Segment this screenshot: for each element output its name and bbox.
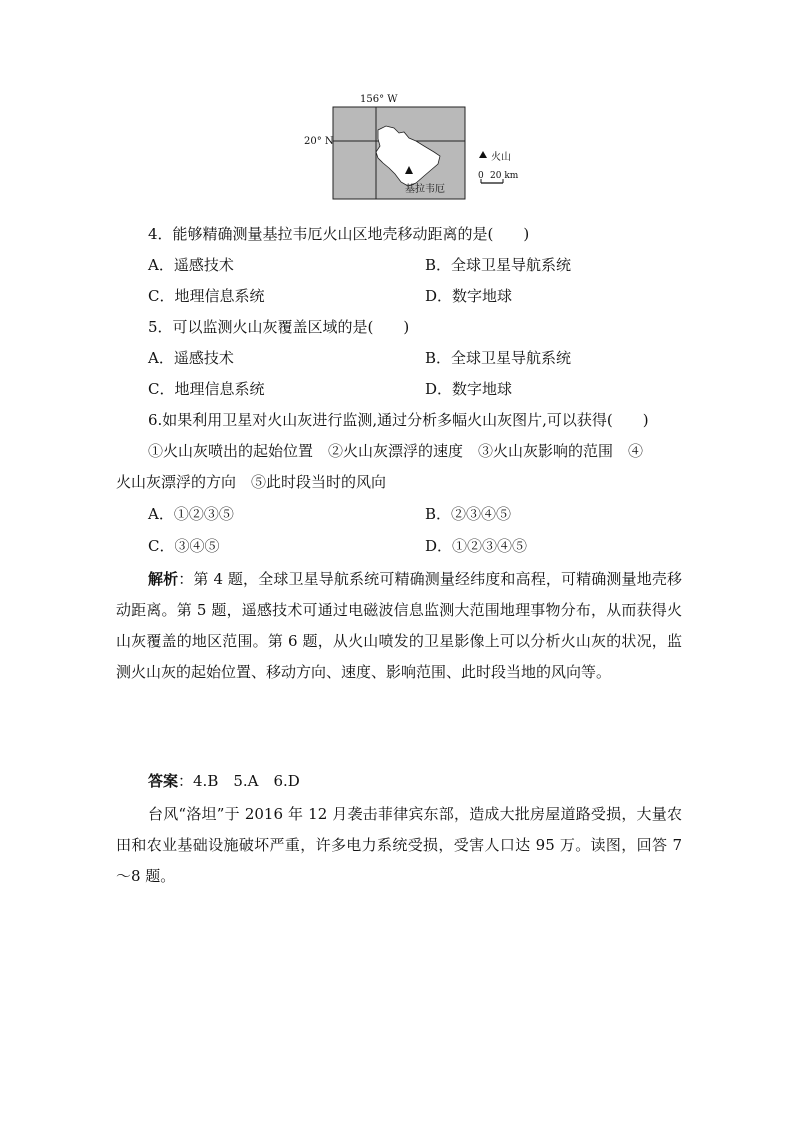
- question-4-stem: 4．能够精确测量基拉韦厄火山区地壳移动距离的是( ): [148, 225, 530, 243]
- question-5-option-a: A．遥感技术: [148, 349, 234, 367]
- hawaii-map-figure: [300, 92, 540, 212]
- question-5-option-b: B．全球卫星导航系统: [425, 349, 572, 367]
- question-6-option-c: C．③④⑤: [148, 537, 220, 555]
- question-6-option-d: D．①②③④⑤: [425, 537, 528, 555]
- kilauea-label: 基拉韦厄: [405, 184, 445, 195]
- answer-paragraph: [116, 766, 682, 797]
- scale-distance-label: 20 km: [490, 171, 519, 181]
- question-4-option-b: B．全球卫星导航系统: [425, 256, 572, 274]
- question-4-option-c: C．地理信息系统: [148, 287, 265, 305]
- question-6-statements-line-2: 火山灰漂浮的方向 ⑤此时段当时的风向: [116, 473, 387, 491]
- question-6-option-b: B．②③④⑤: [425, 505, 512, 523]
- legend-volcano-label: 火山: [491, 152, 511, 163]
- legend-volcano-marker: [479, 151, 487, 158]
- answer-label: 答案: [148, 772, 179, 790]
- question-6-stem: 6.如果利用卫星对火山灰进行监测,通过分析多幅火山灰图片,可以获得( ): [148, 411, 649, 429]
- question-4-option-a: A．遥感技术: [148, 256, 234, 274]
- question-5-option-d: D．数字地球: [425, 380, 513, 398]
- scale-zero-label: 0: [478, 171, 484, 181]
- analysis-text: ：第 4 题，全球卫星导航系统可精确测量经纬度和高程，可精确测量地壳移动距离。第 5 题，遥感技术可通过电磁波信息监测大范围地理事物分布，从而获得火山灰覆盖的地区范围。第 6 题，从火山喷发的卫星影像上可以分析火山灰的状况，监测火山灰的起始位置、移动方向、速度、影响范围、此时段当地的风向等。: [116, 570, 682, 681]
- latitude-label: 20° N: [304, 136, 334, 147]
- question-5-stem: 5．可以监测火山灰覆盖区域的是( ): [148, 318, 410, 336]
- question-6-statements-line-1: ①火山灰喷出的起始位置 ②火山灰漂浮的速度 ③火山灰影响的范围 ④: [148, 442, 644, 460]
- answer-text: ：4.B 5.A 6.D: [178, 772, 300, 790]
- question-4-option-d: D．数字地球: [425, 287, 513, 305]
- analysis-paragraph: [116, 564, 682, 688]
- question-5-option-c: C．地理信息系统: [148, 380, 265, 398]
- longitude-label: 156° W: [360, 94, 398, 105]
- analysis-label: 解析: [148, 570, 179, 588]
- typhoon-intro-paragraph: 台风“洛坦”于 2016 年 12 月袭击菲律宾东部，造成大批房屋道路受损，大量农田和农业基础设施破坏严重，许多电力系统受损，受害人口达 95 万。读图，回答 7～8 题。: [116, 805, 682, 885]
- question-6-option-a: A．①②③⑤: [148, 505, 234, 523]
